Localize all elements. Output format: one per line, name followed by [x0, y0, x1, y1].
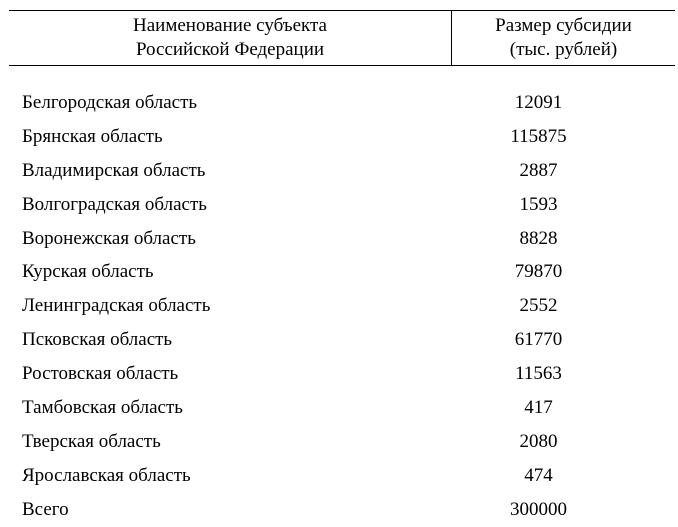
- table-row: [9, 357, 675, 391]
- subsidy-value-cell: 79870: [514, 261, 563, 283]
- table-row: [9, 323, 675, 357]
- total-label-cell: Всего: [22, 498, 69, 520]
- region-name-cell: Ростовская область: [22, 363, 179, 385]
- table-row: [9, 255, 675, 289]
- region-name-cell: Ярославская область: [22, 464, 191, 486]
- subsidy-table: [9, 10, 675, 527]
- subsidy-value-cell: 474: [524, 464, 553, 486]
- region-name-cell: Тверская область: [22, 430, 161, 452]
- header-region-name-line2: Российской Федерации: [135, 39, 325, 60]
- header-region-name: [9, 11, 452, 65]
- subsidy-value-cell: 1593: [519, 193, 558, 215]
- table-row: [9, 222, 675, 256]
- region-name-cell: Волгоградская область: [22, 193, 207, 215]
- subsidy-value-cell: 417: [524, 396, 553, 418]
- header-subsidy-amount-line1: Размер субсидии: [495, 15, 632, 36]
- region-name-cell: Курская область: [22, 261, 154, 283]
- region-name-cell: Брянская область: [22, 125, 163, 147]
- region-name-cell: Воронежская область: [22, 227, 196, 249]
- table-row: [9, 425, 675, 459]
- table-row: [9, 154, 675, 188]
- table-row: [9, 289, 675, 323]
- header-subsidy-amount: [452, 11, 675, 65]
- subsidy-value-cell: 2080: [519, 430, 558, 452]
- region-name-cell: Владимирская область: [22, 159, 206, 181]
- region-name-cell: Тамбовская область: [22, 396, 183, 418]
- total-value-cell: 300000: [510, 498, 567, 520]
- region-name-cell: Ленинградская область: [22, 295, 211, 317]
- subsidy-value-cell: 8828: [519, 227, 558, 249]
- subsidy-value-cell: 115875: [510, 125, 567, 147]
- table-row: [9, 188, 675, 222]
- header-subsidy-amount-line2: (тыс. рублей): [509, 39, 618, 60]
- table-row: [9, 391, 675, 425]
- subsidy-value-cell: 11563: [515, 363, 562, 385]
- subsidy-value-cell: 61770: [514, 329, 563, 351]
- region-name-cell: Псковская область: [22, 329, 173, 351]
- table-body: [9, 86, 675, 527]
- table-row: [9, 120, 675, 154]
- table-header: [9, 10, 675, 66]
- subsidy-value-cell: 2887: [519, 159, 558, 181]
- subsidy-value-cell: 2552: [519, 295, 558, 317]
- subsidy-value-cell: 12091: [514, 91, 563, 113]
- table-row: [9, 459, 675, 493]
- total-row: [9, 493, 675, 527]
- region-name-cell: Белгородская область: [22, 91, 198, 113]
- header-region-name-line1: Наименование субъекта: [133, 15, 327, 36]
- table-row: [9, 86, 675, 120]
